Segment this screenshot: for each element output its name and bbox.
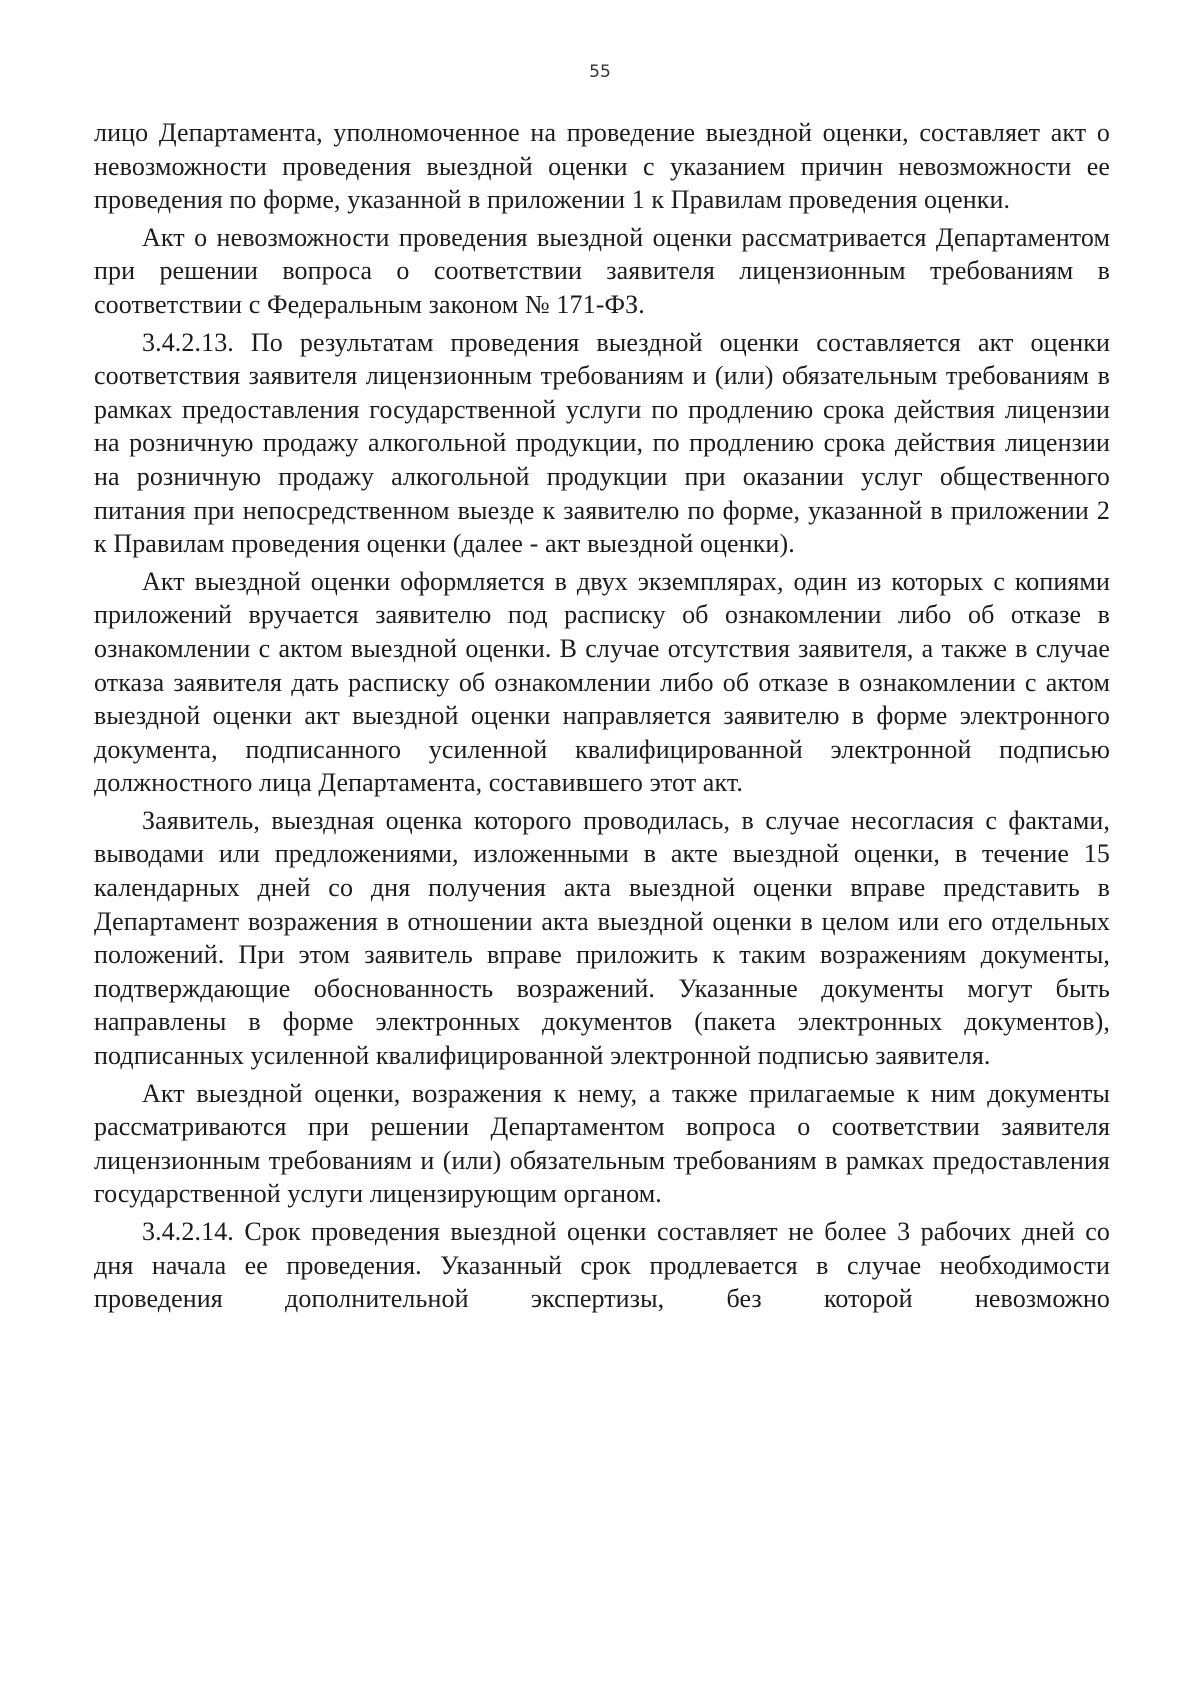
- paragraph: Акт выездной оценки, возражения к нему, а также прилагаемые к ним документы рассматриваются при решении Департаментом вопроса о соответствии заявителя лицензионным требованиям и (или) обязательным требованиям в рамках предоставления государственной услуги лицензирующим органом.: [94, 1078, 1110, 1209]
- paragraph: Акт выездной оценки оформляется в двух экземплярах, один из которых с копиями приложений вручается заявителю под расписку об ознакомлении либо об отказе в ознакомлении с актом выездной оценки. В случае отсутствия заявителя, а также в случае отказа заявителя дать расписку об ознакомлении либо об отказе в ознакомлении с актом выездной оценки акт выездной оценки направляется заявителю в форме электронного документа, подписанного усиленной квалифицированной электронной подписью должностного лица Департамента, составившего этот акт.: [94, 566, 1110, 798]
- document-body: [94, 116, 1110, 1320]
- paragraph-section-3-4-2-14: 3.4.2.14. Срок проведения выездной оценки составляет не более 3 рабочих дней со дня начала ее проведения. Указанный срок продлевается в случае необходимости проведения дополнительной экспертизы, без которой невозможно: [94, 1217, 1110, 1314]
- paragraph-continuation: лицо Департамента, уполномоченное на проведение выездной оценки, составляет акт о невозможности проведения выездной оценки с указанием причин невозможности ее проведения по форме, указанной в приложении 1 к Правилам проведения оценки.: [94, 118, 1110, 215]
- paragraph-section-3-4-2-13: 3.4.2.13. По результатам проведения выездной оценки составляется акт оценки соответствия заявителя лицензионным требованиям и (или) обязательным требованиям в рамках предоставления государственной услуги по продлению срока действия лицензии на розничную продажу алкогольной продукции, по продлению срока действия лицензии на розничную продажу алкогольной продукции при оказании услуг общественного питания при непосредственном выезде к заявителю по форме, указанной в приложении 2 к Правилам проведения оценки (далее - акт выездной оценки).: [94, 327, 1110, 559]
- page-number: 55: [589, 62, 611, 82]
- paragraph: Заявитель, выездная оценка которого проводилась, в случае несогласия с фактами, выводами или предложениями, изложенными в акте выездной оценки, в течение 15 календарных дней со дня получения акта выездной оценки вправе представить в Департамент возражения в отношении акта выездной оценки в целом или его отдельных положений. При этом заявитель вправе приложить к таким возражениям документы, подтверждающие обоснованность возражений. Указанные документы могут быть направлены в форме электронных документов (пакета электронных документов), подписанных усиленной квалифицированной электронной подписью заявителя.: [94, 805, 1110, 1071]
- paragraph: Акт о невозможности проведения выездной оценки рассматривается Департаментом при решении вопроса о соответствии заявителя лицензионным требованиям в соответствии с Федеральным законом № 171-ФЗ.: [94, 222, 1110, 319]
